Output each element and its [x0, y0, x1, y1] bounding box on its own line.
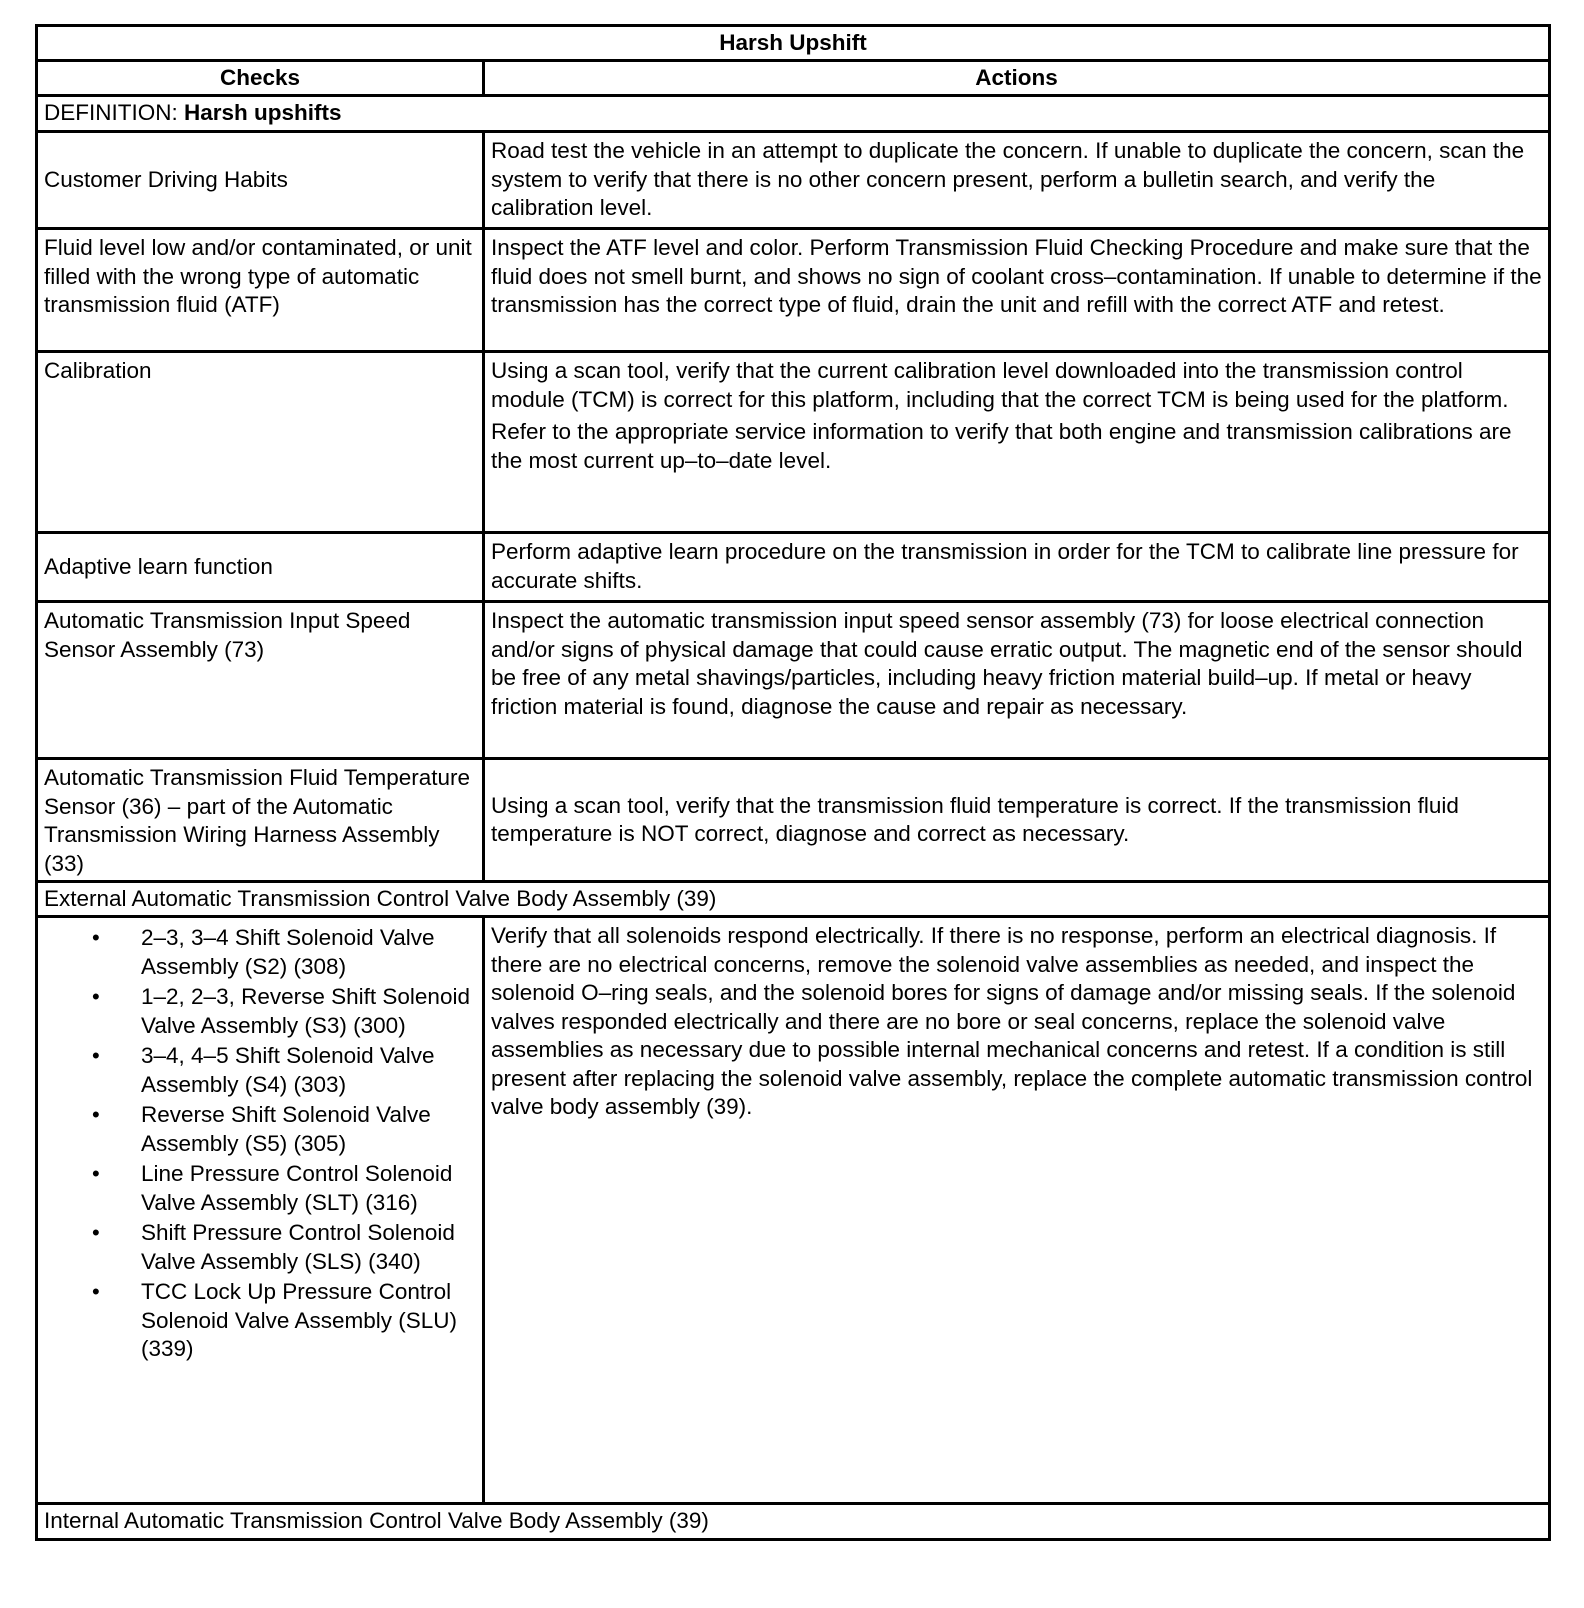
list-item — [44, 1042, 476, 1099]
check-cell: Automatic Transmission Input Speed Sensor Assembly (73) — [37, 602, 484, 759]
table-row — [37, 602, 1550, 759]
harsh-upshift-table — [35, 24, 1551, 1541]
list-item-text: Line Pressure Control Solenoid Valve Assembly (SLT) (316) — [141, 1161, 453, 1215]
section-row — [37, 882, 1550, 917]
check-cell: Adaptive learn function — [37, 533, 484, 602]
action-paragraph: Refer to the appropriate service information to verify that both engine and transmission calibrations are the most current up–to–date level. — [491, 419, 1512, 473]
action-cell: Inspect the automatic transmission input speed sensor assembly (73) for loose electrical connection and/or signs of physical damage that could cause erratic output. The magnetic end of the sensor should be free of any metal shavings/particles, including heavy friction material build–up. If metal or heavy friction material is found, diagnose the cause and repair as necessary. — [484, 602, 1550, 759]
list-item-text: Shift Pressure Control Solenoid Valve Assembly (SLS) (340) — [141, 1220, 455, 1274]
action-cell: Verify that all solenoids respond electrically. If there is no response, perform an electrical diagnosis. If there are no electrical concerns, remove the solenoid valve assemblies as needed, and inspect the solenoid O–ring seals, and the solenoid bores for signs of damage and/or missing seals. If the solenoid valves responded electrically and there are no bore or seal concerns, replace the solenoid valve assemblies as necessary due to possible internal mechanical concerns and retest. If a condition is still present after replacing the solenoid valve assembly, replace the complete automatic transmission control valve body assembly (39). — [484, 917, 1550, 1504]
action-cell: Inspect the ATF level and color. Perform Transmission Fluid Checking Procedure and make sure that the fluid does not smell burnt, and shows no sign of coolant cross–contamination. If unable to determine if the transmission has the correct type of fluid, drain the unit and refill with the correct ATF and retest. — [484, 229, 1550, 352]
check-cell: Customer Driving Habits — [37, 132, 484, 229]
list-item-text: 1–2, 2–3, Reverse Shift Solenoid Valve Assembly (S3) (300) — [141, 984, 470, 1038]
bullet-icon: • — [92, 1220, 100, 1245]
list-item-text: 2–3, 3–4 Shift Solenoid Valve Assembly (S2) (308) — [141, 925, 435, 979]
check-cell: Automatic Transmission Fluid Temperature Sensor (36) – part of the Automatic Transmission Wiring Harness Assembly (33) — [37, 759, 484, 882]
action-cell: Perform adaptive learn procedure on the transmission in order for the TCM to calibrate line pressure for accurate shifts. — [484, 533, 1550, 602]
bullet-icon: • — [92, 1043, 100, 1068]
checks-header: Checks — [37, 61, 484, 96]
table-row — [37, 759, 1550, 882]
table-title: Harsh Upshift — [37, 26, 1550, 61]
list-item — [44, 1278, 476, 1364]
table-row — [37, 533, 1550, 602]
check-cell: Fluid level low and/or contaminated, or unit filled with the wrong type of automatic transmission fluid (ATF) — [37, 229, 484, 352]
list-item-text: Reverse Shift Solenoid Valve Assembly (S5) (305) — [141, 1102, 431, 1156]
list-item-text: 3–4, 4–5 Shift Solenoid Valve Assembly (S4) (303) — [141, 1043, 435, 1097]
external-section-label: External Automatic Transmission Control Valve Body Assembly (39) — [37, 882, 1550, 917]
action-paragraph: Using a scan tool, verify that the current calibration level downloaded into the transmission control module (TCM) is correct for this platform, including that the correct TCM is being used for the platform. — [491, 358, 1509, 412]
bullet-icon: • — [92, 1279, 100, 1304]
action-cell: Using a scan tool, verify that the transmission fluid temperature is correct. If the transmission fluid temperature is NOT correct, diagnose and correct as necessary. — [484, 759, 1550, 882]
action-cell — [484, 352, 1550, 533]
definition-prefix: DEFINITION: — [44, 100, 184, 126]
list-item — [44, 924, 476, 981]
definition-row — [37, 96, 1550, 132]
bullet-icon: • — [92, 1102, 100, 1127]
title-row — [37, 26, 1550, 61]
table-row — [37, 917, 1550, 1504]
definition-cell — [37, 96, 1550, 132]
list-item — [44, 1160, 476, 1217]
bullet-icon: • — [92, 984, 100, 1009]
solenoid-list — [44, 924, 476, 1364]
internal-section-label: Internal Automatic Transmission Control Valve Body Assembly (39) — [37, 1504, 1550, 1540]
solenoid-list-cell — [37, 917, 484, 1504]
table-row — [37, 132, 1550, 229]
list-item-text: TCC Lock Up Pressure Control Solenoid Valve Assembly (SLU) (339) — [141, 1279, 457, 1361]
list-item — [44, 1219, 476, 1276]
definition-text: Harsh upshifts — [184, 100, 342, 126]
action-cell: Road test the vehicle in an attempt to duplicate the concern. If unable to duplicate the concern, scan the system to verify that there is no other concern present, perform a bulletin search, and verify the calibration level. — [484, 132, 1550, 229]
bullet-icon: • — [92, 925, 100, 950]
list-item — [44, 1101, 476, 1158]
header-row — [37, 61, 1550, 96]
bullet-icon: • — [92, 1161, 100, 1186]
table-row — [37, 352, 1550, 533]
section-row — [37, 1504, 1550, 1540]
check-cell: Calibration — [37, 352, 484, 533]
actions-header: Actions — [484, 61, 1550, 96]
list-item — [44, 983, 476, 1040]
table-row — [37, 229, 1550, 352]
